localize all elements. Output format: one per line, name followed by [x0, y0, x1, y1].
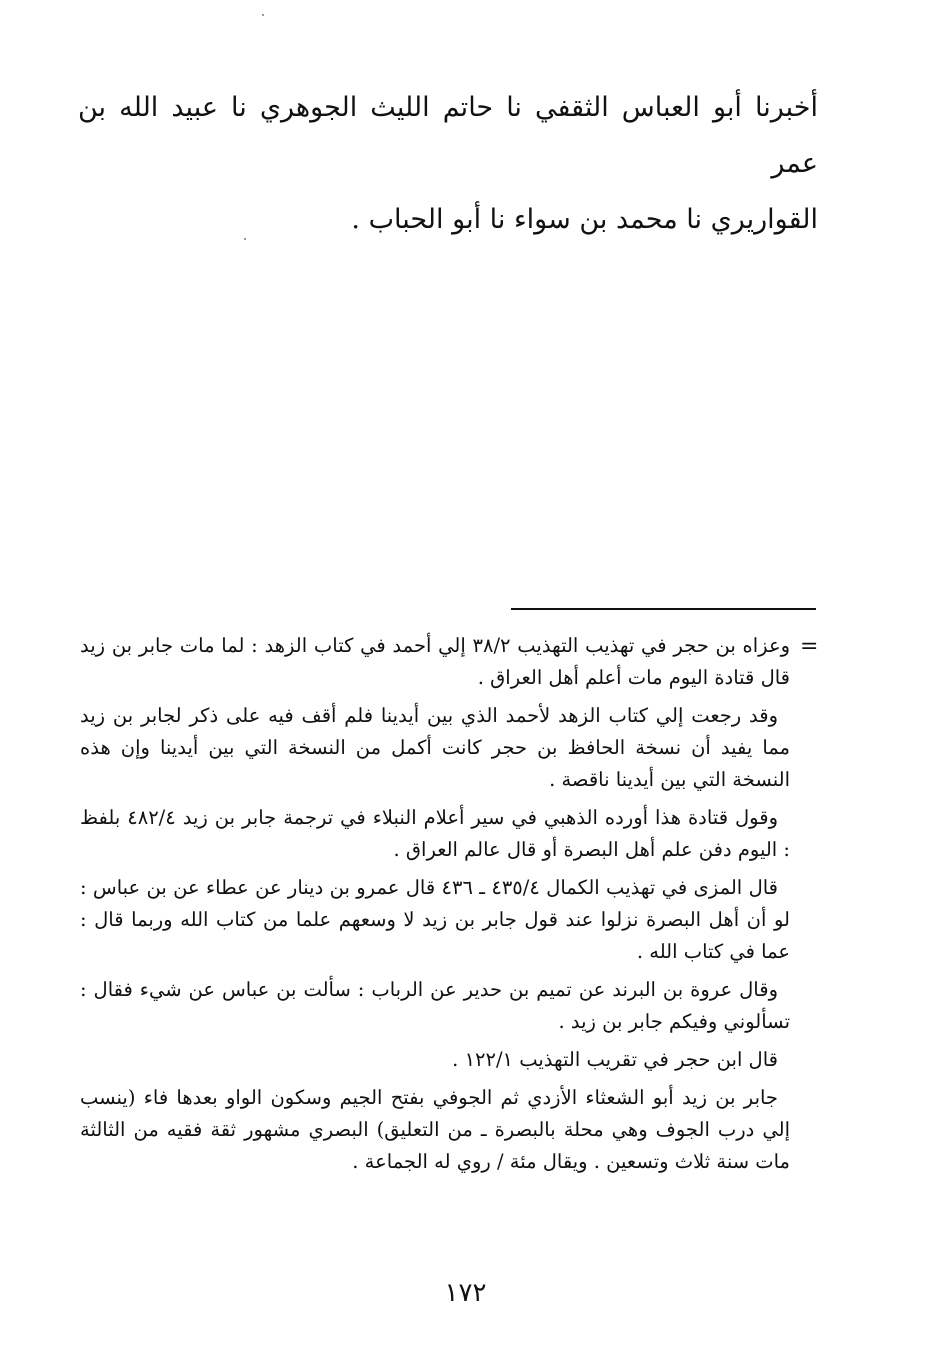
footnotes-block — [80, 630, 790, 1184]
page-number: ١٧٢ — [444, 1278, 487, 1308]
footnote-continuation-marker: = — [800, 634, 819, 659]
footnote-paragraph: وقال عروة بن البرند عن تميم بن حدير عن الرباب : سألت بن عباس عن شيء فقال : تسألوني وفيكم جابر بن زيد . — [80, 978, 790, 1033]
footnote-paragraph: وعزاه بن حجر في تهذيب التهذيب ٣٨/٢ إلي أحمد في كتاب الزهد : لما مات جابر بن زيد قال قتادة اليوم مات أعلم أهل العراق . — [80, 634, 790, 689]
footnote-paragraph: وقد رجعت إلي كتاب الزهد لأحمد الذي بين أيدينا فلم أقف فيه على ذكر لجابر بن زيد مما يفيد أن نسخة الحافظ بن حجر كانت أكمل من النسخة التي بين أيدينا وإن هذه النسخة التي بين أيدينا ناقصة . — [80, 704, 790, 791]
footnote-separator-rule — [511, 608, 816, 610]
footnote-paragraph: قال ابن حجر في تقريب التهذيب ١٢٢/١ . — [452, 1048, 778, 1071]
footnote-paragraph: قال المزى في تهذيب الكمال ٤٣٥/٤ ـ ٤٣٦ قال عمرو بن دينار عن عطاء عن بن عباس : لو أن أهل البصرة نزلوا عند قول جابر بن زيد لا وسعهم علما من كتاب الله وربما قال : عما في كتاب الله . — [80, 876, 790, 963]
scan-speck — [262, 14, 264, 16]
footnote-paragraph: وقول قتادة هذا أورده الذهبي في سير أعلام النبلاء في ترجمة جابر بن زيد ٤٨٢/٤ بلفظ : اليوم دفن علم أهل البصرة أو قال عالم العراق . — [80, 806, 790, 861]
main-text-block — [78, 80, 818, 248]
main-text-line: القواريري نا محمد بن سواء نا أبو الحباب . — [351, 204, 818, 235]
main-text-line: أخبرنا أبو العباس الثقفي نا حاتم الليث الجوهري نا عبيد الله بن عمر — [78, 92, 818, 179]
footnote-paragraph: جابر بن زيد أبو الشعثاء الأزدي ثم الجوفي بفتح الجيم وسكون الواو بعدها فاء (ينسب إلي درب الجوف وهي محلة بالبصرة ـ من التعليق) البصري مشهور ثقة فقيه من الثالثة مات سنة ثلاث وتسعين . ويقال مئة / روي له الجماعة . — [80, 1086, 790, 1173]
